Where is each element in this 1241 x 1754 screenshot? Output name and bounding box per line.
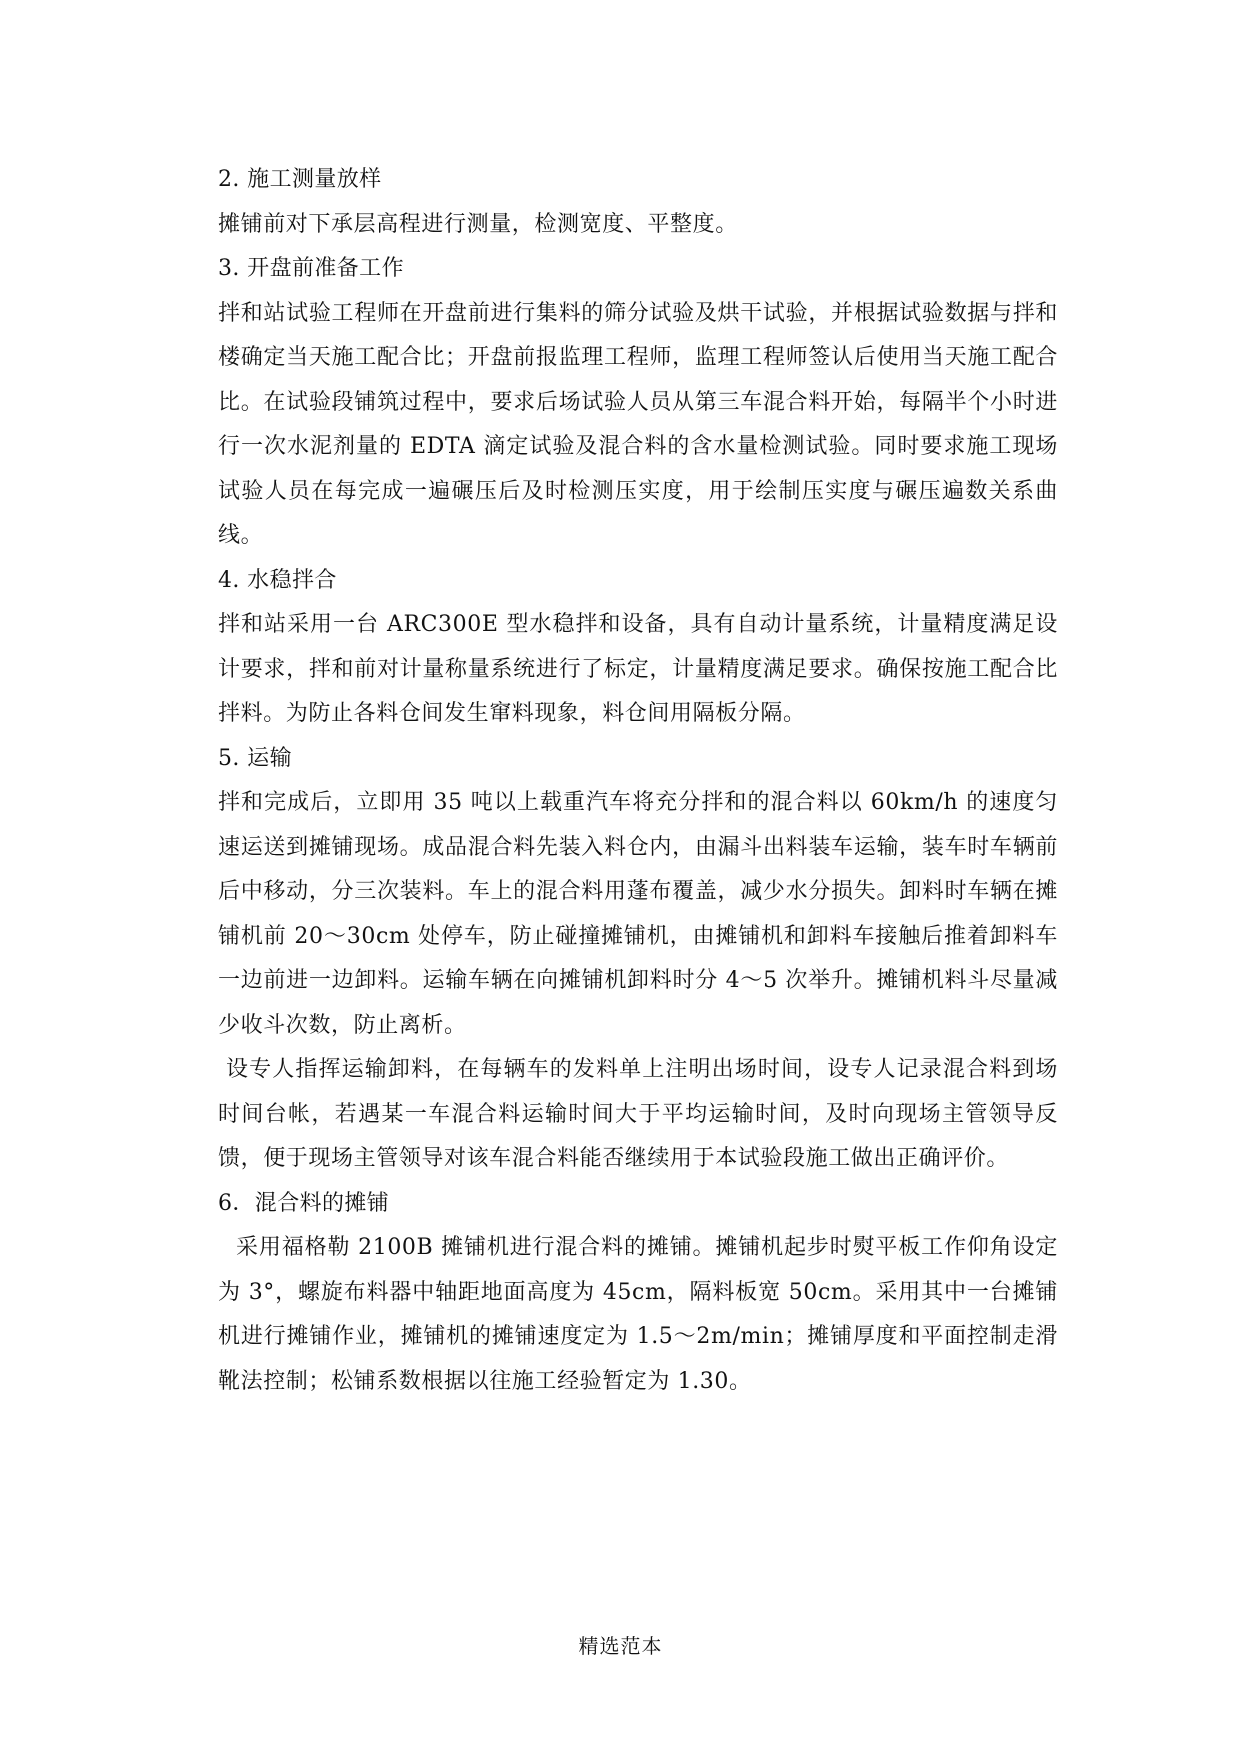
section-heading-paving: 6．混合料的摊铺 [218,1190,390,1216]
section-heading-mixing: 4. 水稳拌合 [218,567,337,593]
page-footer: 精选范本 [578,1634,663,1658]
paragraph-mixing: 拌和站采用一台 ARC300E 型水稳拌和设备，具有自动计量系统，计量精度满足设计要求，拌和前对计量称量系统进行了标定，计量精度满足要求。确保按施工配合比拌料。为防止各料仓间发生窜料现象，料仓间用隔板分隔。 [218,612,1058,726]
section-heading-surveying: 2. 施工测量放样 [218,167,382,192]
paragraph-preparation: 拌和站试验工程师在开盘前进行集料的筛分试验及烘干试验，并根据试验数据与拌和楼确定当天施工配合比；开盘前报监理工程师，监理工程师签认后使用当天施工配合比。在试验段铺筑过程中，要求后场试验人员从第三车混合料开始，每隔半个小时进行一次水泥剂量的 EDTA 滴定试验及混合料的含水量检测试验。同时要求施工现场试验人员在每完成一遍碾压后及时检测压实度，用于绘制压实度与碾压遍数关系曲线。 [218,300,1058,548]
paragraph-transport-supervision: 设专人指挥运输卸料，在每辆车的发料单上注明出场时间，设专人记录混合料到场时间台帐，若遇某一车混合料运输时间大于平均运输时间，及时向现场主管领导反馈，便于现场主管领导对该车混合料能否继续用于本试验段施工做出正确评价。 [218,1057,1058,1171]
paragraph-transport: 拌和完成后，立即用 35 吨以上载重汽车将充分拌和的混合料以 60km/h 的速度匀速运送到摊铺现场。成品混合料先装入料仓内，由漏斗出料装车运输，装车时车辆前后中移动，分三次装料。车上的混合料用蓬布覆盖，减少水分损失。卸料时车辆在摊铺机前 20～30cm 处停车，防止碰撞摊铺机，由摊铺机和卸料车接触后推着卸料车一边前进一边卸料。运输车辆在向摊铺机卸料时分 4～5 次举升。摊铺机料斗尽量减少收斗次数，防止离析。 [218,790,1058,1038]
section-heading-transport: 5. 运输 [218,745,292,771]
paragraph-paving: 采用福格勒 2100B 摊铺机进行混合料的摊铺。摊铺机起步时熨平板工作仰角设定为 3°，螺旋布料器中轴距地面高度为 45cm，隔料板宽 50cm。采用其中一台摊铺机进行摊铺作业，摊铺机的摊铺速度定为 1.5～2m/min；摊铺厚度和平面控制走滑靴法控制；松铺系数根据以往施工经验暂定为 1.30。 [218,1235,1058,1394]
section-heading-preparation: 3. 开盘前准备工作 [218,256,404,281]
document-body [218,158,1058,1404]
paragraph-surveying: 摊铺前对下承层高程进行测量，检测宽度、平整度。 [218,211,738,237]
